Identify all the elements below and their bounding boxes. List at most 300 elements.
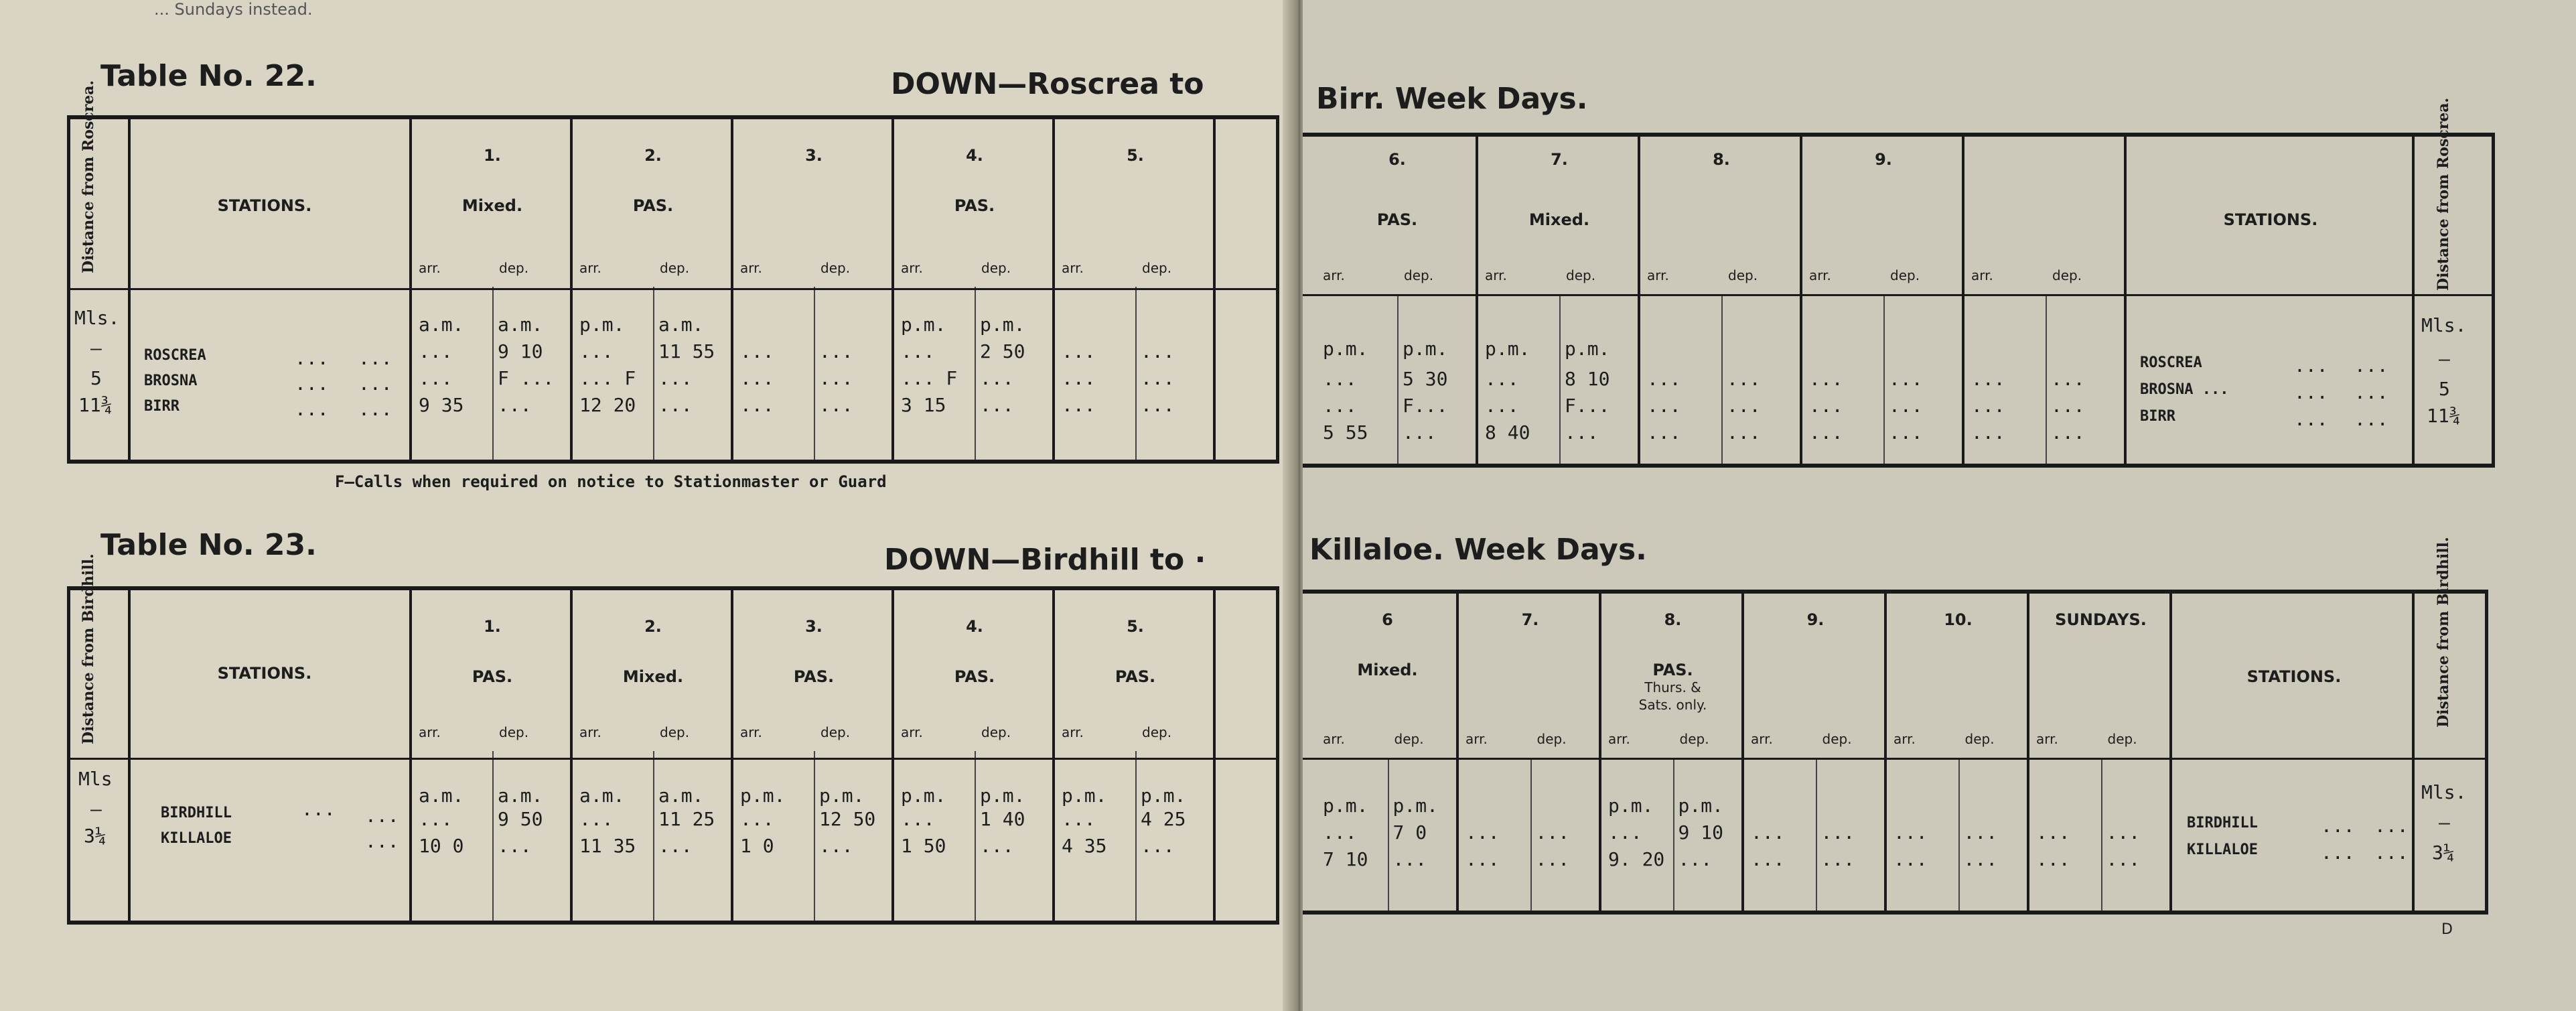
dots: ... (295, 398, 329, 420)
dep-time: ... (1889, 421, 1923, 444)
dep-time: 9 50 (498, 808, 543, 830)
train-type: PAS. (954, 196, 995, 215)
dep-time: 12 50 (819, 808, 876, 830)
train-number: 4. (966, 617, 983, 636)
arr-time: p.m. (1608, 795, 1654, 817)
arr-time: ... (1971, 395, 2005, 417)
dep-label: dep. (1822, 731, 1852, 747)
dep-time: ... (1820, 848, 1855, 870)
arr-dep-divider (2046, 294, 2047, 464)
arr-time: ... (740, 808, 774, 830)
train-type: Mixed. (1528, 210, 1590, 229)
arr-dep-divider (1388, 758, 1389, 911)
station-roscrea: ROSCREA (2140, 354, 2202, 371)
train-type: Mixed. (622, 667, 684, 686)
dep-label: dep. (1728, 267, 1758, 283)
arr-dep-divider (1673, 758, 1674, 911)
dots: ... (2321, 815, 2355, 837)
table-22-title-right: Birr. Week Days. (1316, 82, 1588, 116)
dep-time: ... (980, 394, 1014, 416)
table-23-label: Table No. 23. (100, 528, 317, 562)
dep-label: dep. (2107, 731, 2137, 747)
arr-time: 9. 20 (1608, 848, 1665, 870)
dep-time: a.m. (658, 314, 704, 336)
dep-label: dep. (981, 260, 1011, 276)
arr-time: 5 55 (1323, 421, 1368, 444)
train-number: 1. (484, 617, 501, 636)
arr-time: p.m. (579, 314, 625, 336)
running-head: ... Sundays instead. (154, 0, 313, 19)
dots: ... (2321, 841, 2355, 864)
arr-dep-divider (1530, 758, 1532, 911)
arr-dep-divider (975, 287, 976, 460)
distance-header: Distance from Roscrea. (80, 80, 97, 273)
arr-time: 10 0 (419, 835, 464, 857)
dep-time: ... (1727, 368, 1761, 390)
dep-label: dep. (660, 260, 690, 276)
dots: ... (2294, 381, 2328, 403)
train-column-3 (1640, 137, 1802, 464)
dep-time: ... (1535, 821, 1570, 844)
train-type: PAS. (793, 667, 835, 686)
train-type: PAS. (954, 667, 995, 686)
arr-dep-divider (1883, 294, 1885, 464)
arr-dep-divider (2101, 758, 2102, 911)
dep-time: ... (980, 835, 1014, 857)
distance-header: Distance from Birdhill. (80, 553, 97, 744)
distance-column (70, 553, 131, 921)
arr-label: arr. (1485, 267, 1507, 283)
distance-header: Distance from Birdhill. (2435, 537, 2452, 728)
arr-time: ... (1323, 821, 1357, 844)
arr-time: ... (2036, 848, 2070, 870)
dep-time: ... (1141, 835, 1175, 857)
dots: ... (2294, 354, 2328, 377)
stations-header: STATIONS. (217, 196, 312, 215)
dist-2: 11¾ (78, 394, 113, 416)
arr-time: a.m. (419, 785, 464, 807)
arr-time: ... (1751, 821, 1785, 844)
dep-time: ... (2106, 848, 2141, 870)
arr-time: ... (419, 367, 453, 389)
dep-time: p.m. (1392, 795, 1438, 817)
train-type: PAS. (632, 196, 674, 215)
train-type: Mixed. (461, 196, 523, 215)
arr-dep-divider (1816, 758, 1817, 911)
arr-label: arr. (1062, 724, 1084, 740)
arr-time: ... (1971, 421, 2005, 444)
dep-time: ... (1403, 421, 1437, 444)
dep-time: ... (1392, 848, 1427, 870)
train-number: 2. (644, 146, 662, 165)
dots: ... (2374, 815, 2409, 837)
dep-time: ... (1565, 421, 1599, 444)
dep-label: dep. (1964, 731, 1995, 747)
header-rule (1303, 758, 2485, 760)
train-number: 6 (1382, 610, 1393, 629)
dist-0: — (2439, 811, 2450, 833)
dots: ... (295, 347, 329, 369)
station-killaloe: KILLALOE (161, 830, 232, 847)
train-column-6 (2029, 594, 2172, 911)
arr-time: 3 15 (901, 394, 946, 416)
dep-time: F... (1565, 395, 1610, 417)
arr-dep-divider (653, 287, 654, 460)
dep-time: ... (1535, 848, 1570, 870)
arr-label: arr. (1893, 731, 1916, 747)
dist-0: — (90, 798, 102, 820)
dep-time: a.m. (498, 785, 543, 807)
arr-time: ... (1647, 421, 1681, 444)
train-column-3 (733, 590, 894, 921)
dep-time: ... (1141, 367, 1175, 389)
dep-time: 2 50 (980, 340, 1025, 362)
arr-time: ... (419, 808, 453, 830)
arr-time: 8 40 (1485, 421, 1530, 444)
dist-0: — (90, 337, 102, 359)
arr-time: a.m. (419, 314, 464, 336)
dep-label: dep. (1679, 731, 1709, 747)
dep-time: p.m. (1403, 338, 1448, 360)
dep-time: p.m. (1565, 338, 1610, 360)
train-number: 7. (1521, 610, 1539, 629)
arr-time: p.m. (1323, 338, 1368, 360)
dep-time: ... (2106, 821, 2141, 844)
dep-time: 5 30 (1403, 368, 1448, 390)
dep-time: ... (658, 367, 693, 389)
train-number: 7. (1551, 150, 1568, 169)
dots: ... (365, 830, 399, 852)
arr-time: p.m. (901, 785, 946, 807)
arr-label: arr. (901, 724, 923, 740)
dep-time: a.m. (498, 314, 543, 336)
dep-time: ... (1963, 821, 1998, 844)
dep-time: ... (1727, 395, 1761, 417)
stations-header: STATIONS. (2223, 210, 2318, 229)
train-column-5 (1964, 137, 2127, 464)
arr-time: ... F (579, 367, 636, 389)
dep-time: F ... (498, 367, 555, 389)
dep-time: 9 10 (498, 340, 543, 362)
dep-time: 7 0 (1392, 821, 1427, 844)
stations-column (131, 590, 412, 921)
footnote: F—Calls when required on notice to Stationmaster or Guard (335, 472, 887, 491)
train-type-note: Sats. only. (1638, 697, 1707, 713)
dist-2: 11¾ (2427, 405, 2461, 427)
stations-header: STATIONS. (2246, 667, 2342, 686)
arr-label: arr. (1323, 731, 1345, 747)
dep-time: 11 25 (658, 808, 715, 830)
arr-time: ... (1323, 368, 1357, 390)
dots: ... (2374, 841, 2409, 864)
train-column-4 (1744, 594, 1887, 911)
arr-time: ... (1062, 340, 1096, 362)
arr-label: arr. (579, 260, 601, 276)
right-page (1303, 0, 2576, 1011)
train-type-note: Thurs. & (1644, 679, 1701, 695)
train-column-3 (1601, 594, 1744, 911)
dep-time: p.m. (980, 314, 1025, 336)
train-number: 2. (644, 617, 662, 636)
train-column-4 (894, 590, 1055, 921)
arr-dep-divider (975, 751, 976, 921)
train-number: 5. (1127, 617, 1144, 636)
dep-time: 9 10 (1678, 821, 1723, 844)
arr-label: arr. (579, 724, 601, 740)
table-23-title-left: DOWN—Birdhill to · (884, 543, 1206, 577)
arr-time: ... (901, 340, 935, 362)
miles-label: Mls. (2421, 781, 2467, 803)
arr-label: arr. (419, 260, 441, 276)
station-birr: BIRR (144, 398, 180, 415)
arr-label: arr. (740, 260, 762, 276)
header-rule (1303, 294, 2492, 296)
dep-time: ... (2051, 368, 2085, 390)
arr-time: ... (419, 340, 453, 362)
dep-time: a.m. (658, 785, 704, 807)
dots: ... (2354, 381, 2388, 403)
dep-label: dep. (660, 724, 690, 740)
train-number: SUNDAYS. (2055, 610, 2147, 629)
arr-label: arr. (1809, 267, 1831, 283)
train-number: 1. (484, 146, 501, 165)
arr-dep-divider (1721, 294, 1723, 464)
arr-time: ... (740, 394, 774, 416)
dep-time: 8 10 (1565, 368, 1610, 390)
arr-time: ... (1465, 848, 1500, 870)
arr-time: ... (1608, 821, 1642, 844)
arr-dep-divider (1135, 751, 1137, 921)
train-column-1 (1316, 594, 1459, 911)
miles-label: Mls. (2421, 314, 2467, 336)
arr-label: arr. (2036, 731, 2058, 747)
arr-dep-divider (653, 751, 654, 921)
dep-label: dep. (1394, 731, 1424, 747)
station-brosna: BROSNA (144, 373, 198, 389)
arr-time: ... (1647, 395, 1681, 417)
dots: ... (358, 347, 392, 369)
dep-time: 1 40 (980, 808, 1025, 830)
dep-time: ... (1678, 848, 1713, 870)
arr-dep-divider (1397, 294, 1399, 464)
dep-time: ... (1727, 421, 1761, 444)
dep-time: p.m. (980, 785, 1025, 807)
arr-dep-divider (1559, 294, 1561, 464)
arr-time: p.m. (740, 785, 786, 807)
arr-dep-divider (814, 287, 815, 460)
station-brosna: BROSNA ... (2140, 381, 2229, 398)
arr-time: ... (1062, 808, 1096, 830)
dep-time: p.m. (1678, 795, 1723, 817)
arr-time: ... (1062, 367, 1096, 389)
arr-time: ... F (901, 367, 958, 389)
train-column-1 (412, 590, 573, 921)
train-number: 5. (1127, 146, 1144, 165)
dist-1: 5 (2439, 378, 2450, 400)
arr-time: 4 35 (1062, 835, 1107, 857)
miles-label: Mls. (74, 307, 120, 329)
dots: ... (2354, 354, 2388, 377)
arr-time: ... (1485, 395, 1519, 417)
arr-time: 9 35 (419, 394, 464, 416)
arr-time: p.m. (901, 314, 946, 336)
dep-time: ... (1141, 394, 1175, 416)
dist-1: 3¼ (84, 825, 106, 847)
arr-time: 1 50 (901, 835, 946, 857)
dep-label: dep. (1142, 724, 1172, 740)
arr-time: 11 35 (579, 835, 636, 857)
arr-label: arr. (1647, 267, 1669, 283)
arr-label: arr. (1062, 260, 1084, 276)
station-birr: BIRR (2140, 408, 2175, 425)
dep-label: dep. (820, 724, 851, 740)
train-number: 9. (1875, 150, 1892, 169)
arr-label: arr. (1751, 731, 1773, 747)
train-column-2 (573, 590, 733, 921)
arr-time: ... (579, 808, 614, 830)
dots: ... (2354, 408, 2388, 430)
dots: ... (2294, 408, 2328, 430)
dep-time: p.m. (1141, 785, 1186, 807)
station-birdhill: BIRDHILL (161, 805, 232, 821)
arr-time: ... (1465, 821, 1500, 844)
arr-time: ... (1485, 368, 1519, 390)
arr-label: arr. (1323, 267, 1345, 283)
table-23-title-right: Killaloe. Week Days. (1309, 533, 1647, 567)
dots: ... (295, 373, 329, 395)
distance-header: Distance from Roscrea. (2435, 97, 2452, 291)
train-number: 9. (1806, 610, 1824, 629)
dep-time: ... (658, 835, 693, 857)
train-type: PAS. (472, 667, 513, 686)
arr-time: p.m. (1062, 785, 1107, 807)
dots: ... (301, 798, 336, 820)
arr-time: ... (579, 340, 614, 362)
dep-time: ... (819, 394, 853, 416)
train-type: PAS. (1376, 210, 1418, 229)
arr-time: ... (1809, 395, 1843, 417)
dep-label: dep. (1536, 731, 1567, 747)
arr-label: arr. (1465, 731, 1488, 747)
arr-time: ... (901, 808, 935, 830)
dep-time: ... (498, 835, 532, 857)
dist-1: 3¼ (2432, 841, 2455, 864)
train-number: 3. (805, 146, 822, 165)
stations-column (2173, 594, 2415, 911)
arr-time: a.m. (579, 785, 625, 807)
dep-label: dep. (1404, 267, 1434, 283)
train-number: 8. (1713, 150, 1730, 169)
train-number: 4. (966, 146, 983, 165)
arr-time: 1 0 (740, 835, 774, 857)
dep-label: dep. (1142, 260, 1172, 276)
dep-time: ... (1889, 395, 1923, 417)
arr-dep-divider (492, 751, 494, 921)
dep-time: ... (1141, 340, 1175, 362)
dep-time: 4 25 (1141, 808, 1186, 830)
dep-label: dep. (820, 260, 851, 276)
dep-label: dep. (981, 724, 1011, 740)
train-column-5 (1055, 590, 1216, 921)
arr-time: ... (1809, 368, 1843, 390)
dots: ... (365, 805, 399, 827)
train-number: 3. (805, 617, 822, 636)
arr-time: ... (1893, 848, 1928, 870)
dep-label: dep. (1890, 267, 1920, 283)
table-22-title-left: DOWN—Roscrea to (891, 67, 1204, 101)
dep-time: ... (819, 835, 853, 857)
dep-time: ... (819, 340, 853, 362)
train-number: 8. (1664, 610, 1682, 629)
dep-time: p.m. (819, 785, 865, 807)
arr-label: arr. (1971, 267, 1993, 283)
arr-time: 12 20 (579, 394, 636, 416)
dep-time: ... (1963, 848, 1998, 870)
dep-time: ... (980, 367, 1014, 389)
arr-label: arr. (740, 724, 762, 740)
arr-time: ... (1323, 395, 1357, 417)
arr-time: ... (1647, 368, 1681, 390)
arr-dep-divider (1958, 758, 1960, 911)
page-number: D (2441, 921, 2453, 938)
arr-time: p.m. (1323, 795, 1368, 817)
train-type: Mixed. (1357, 661, 1418, 679)
stations-header: STATIONS. (217, 664, 312, 683)
dep-time: ... (658, 394, 693, 416)
arr-time: ... (1062, 394, 1096, 416)
arr-time: 7 10 (1323, 848, 1368, 870)
arr-dep-divider (1135, 287, 1137, 460)
arr-label: arr. (1608, 731, 1630, 747)
header-rule (70, 758, 1276, 760)
train-column-1 (1316, 137, 1478, 464)
dep-time: ... (2051, 395, 2085, 417)
arr-time: p.m. (1485, 338, 1530, 360)
dist-0: — (2439, 348, 2450, 370)
arr-time: ... (1893, 821, 1928, 844)
arr-dep-divider (492, 287, 494, 460)
train-number: 10. (1944, 610, 1973, 629)
distance-column (2415, 537, 2482, 911)
arr-dep-divider (814, 751, 815, 921)
distance-column (2415, 97, 2488, 464)
arr-time: ... (2036, 821, 2070, 844)
arr-time: ... (740, 367, 774, 389)
dep-time: ... (2051, 421, 2085, 444)
arr-label: arr. (419, 724, 441, 740)
dist-1: 5 (90, 367, 102, 389)
station-roscrea: ROSCREA (144, 347, 206, 364)
dep-label: dep. (499, 724, 529, 740)
dep-label: dep. (2052, 267, 2082, 283)
dep-label: dep. (499, 260, 529, 276)
dep-time: ... (1820, 821, 1855, 844)
dep-time: 11 55 (658, 340, 715, 362)
arr-label: arr. (901, 260, 923, 276)
arr-time: ... (1809, 421, 1843, 444)
dep-time: ... (819, 367, 853, 389)
table-22-label: Table No. 22. (100, 59, 317, 93)
station-killaloe: KILLALOE (2187, 841, 2258, 858)
arr-time: ... (1751, 848, 1785, 870)
dots: ... (358, 373, 392, 395)
dep-time: ... (498, 394, 532, 416)
train-column-4 (1802, 137, 1964, 464)
header-rule (70, 288, 1276, 290)
arr-time: ... (1971, 368, 2005, 390)
dep-time: F... (1403, 395, 1448, 417)
stations-column (2127, 137, 2415, 464)
